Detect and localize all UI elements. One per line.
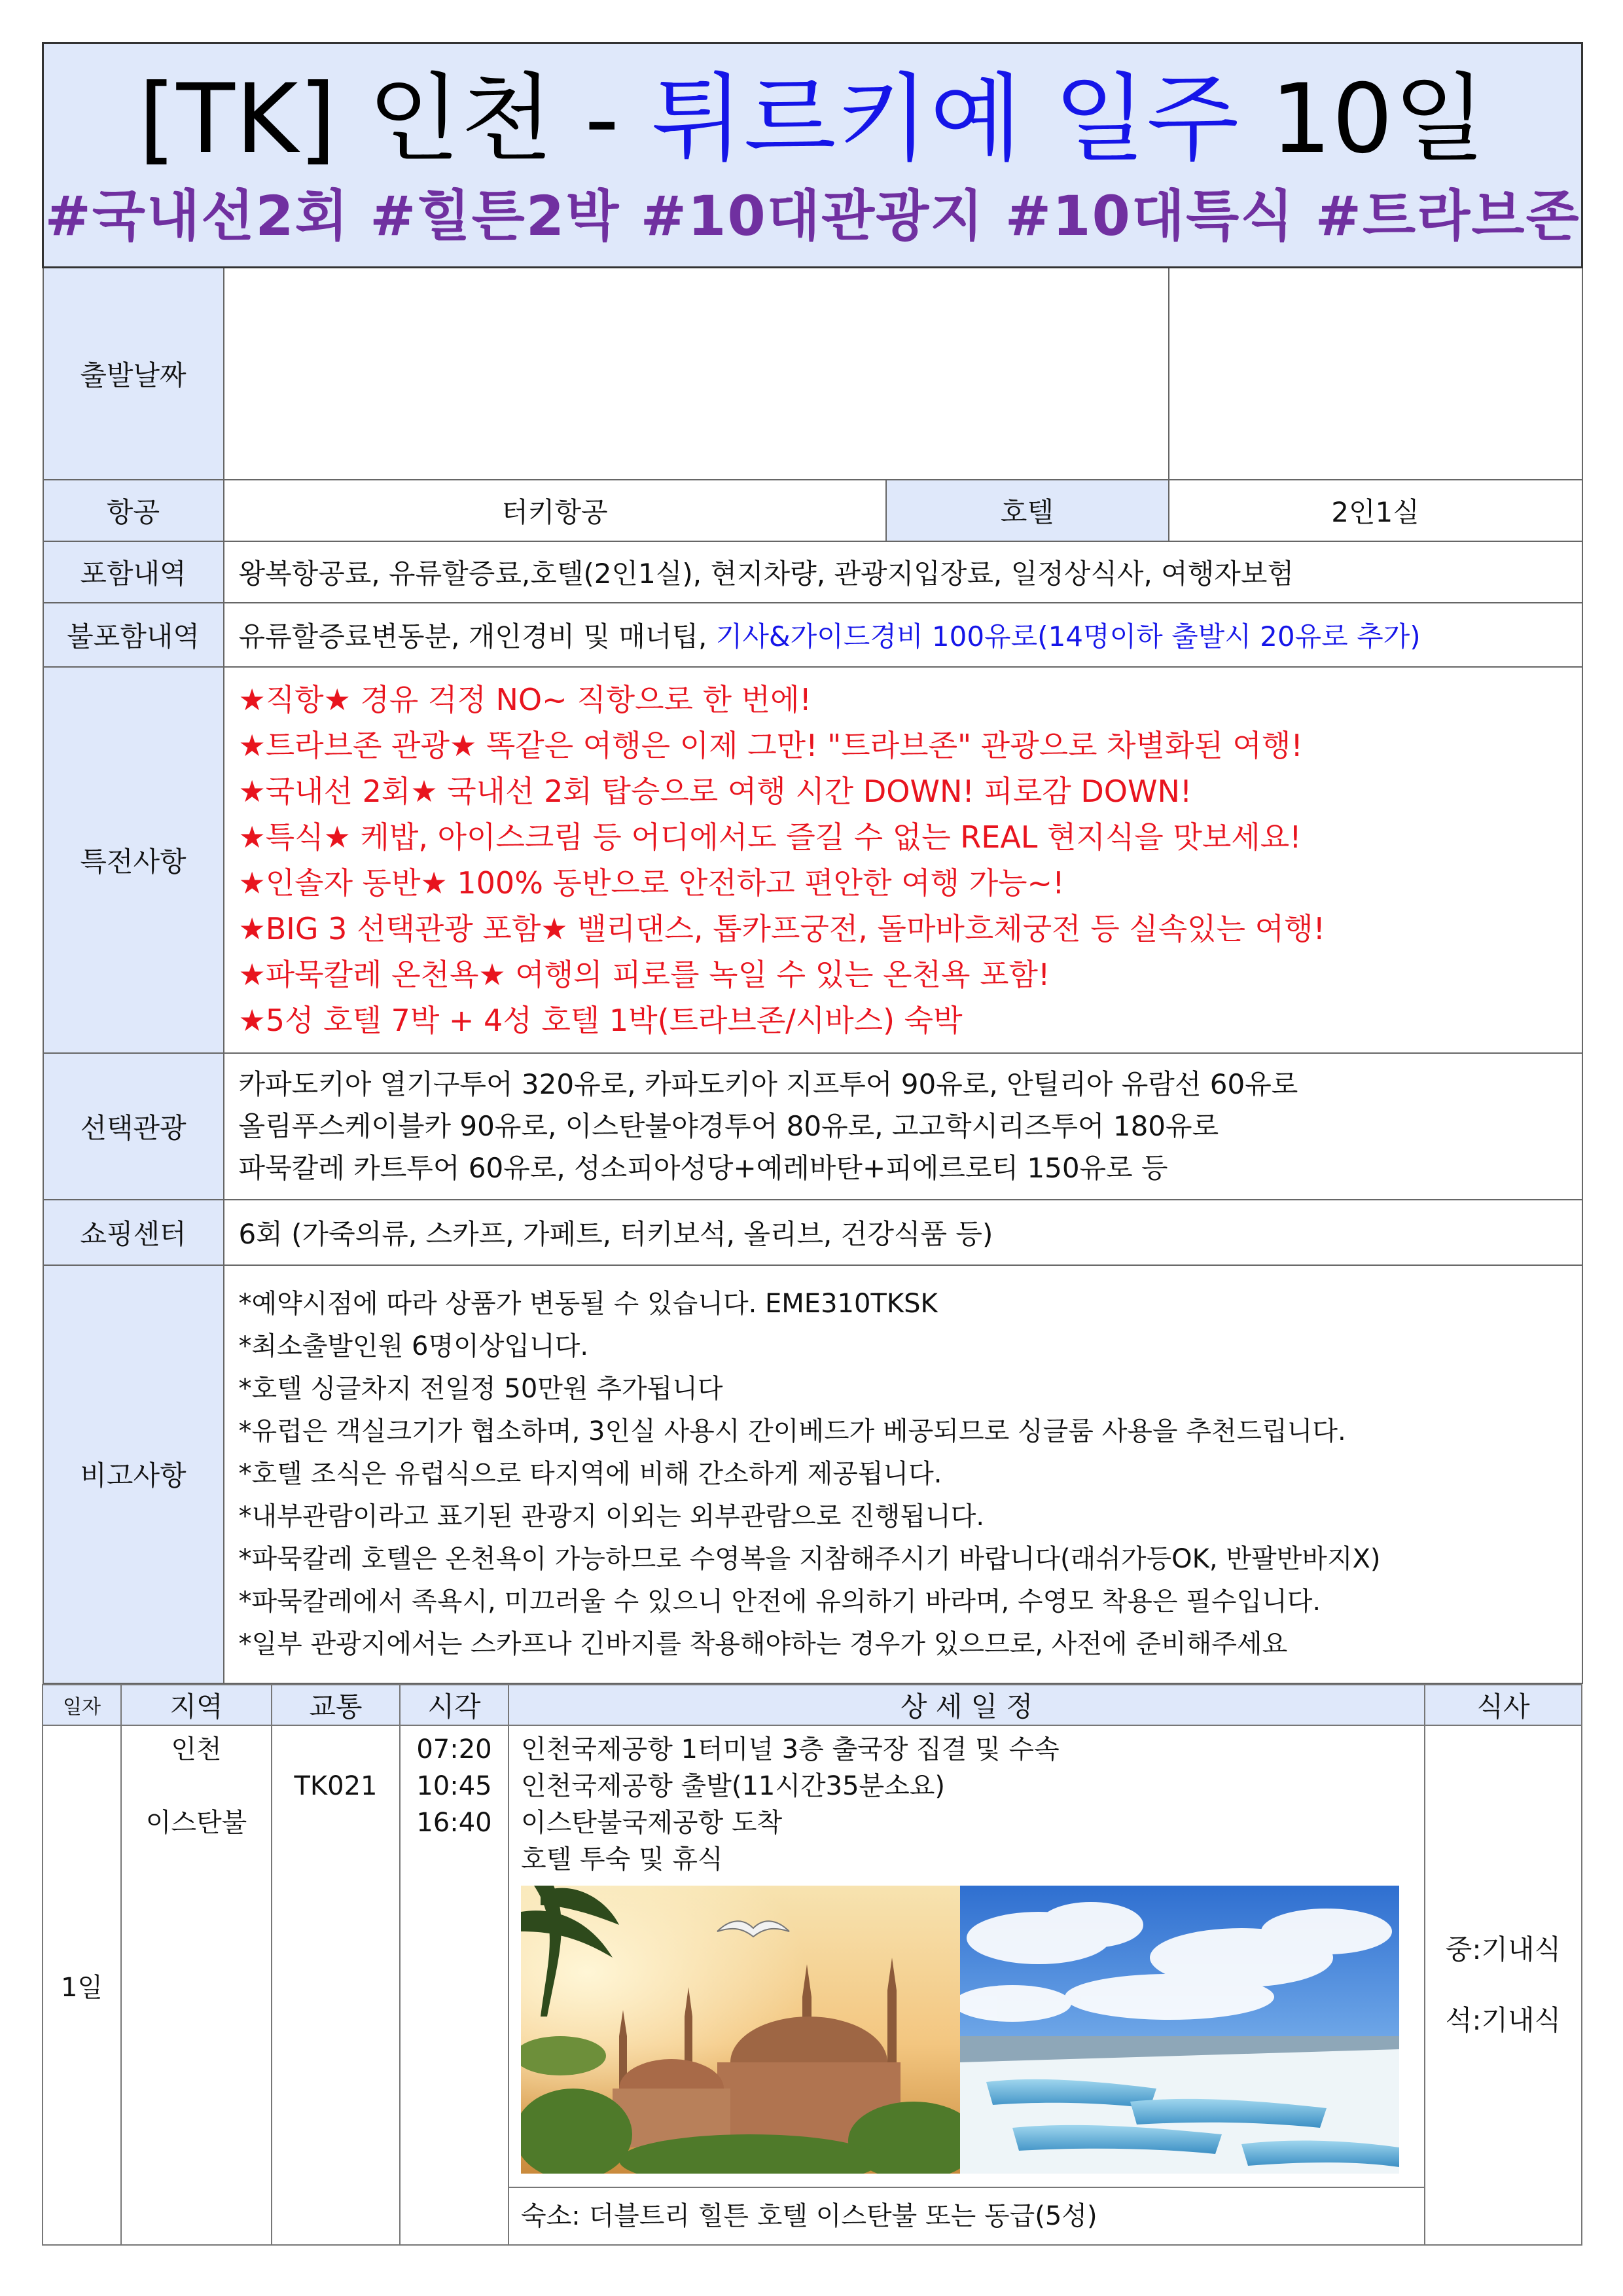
- note-item: *호텔 싱글차지 전일정 50만원 추가됩니다: [238, 1373, 723, 1404]
- info-table: [42, 42, 1583, 1684]
- detail-item: 호텔 투숙 및 휴식: [521, 1844, 723, 1874]
- options-list: [224, 1053, 1582, 1200]
- shopping-label: 쇼핑센터: [43, 1200, 224, 1265]
- included-value: 왕복항공료, 유류할증료,호텔(2인1실), 현지차량, 관광지입장료, 일정상식사, 여행자보험: [224, 541, 1582, 603]
- lunch-meal: 중:기내식: [1445, 1933, 1561, 1965]
- hotel-info: 숙소: 더블트리 힐튼 호텔 이스탄불 또는 동급(5성): [508, 2187, 1425, 2245]
- departure-extra-cell: [1169, 268, 1582, 480]
- time-item: 07:20: [416, 1734, 492, 1765]
- note-item: *파묵칼레에서 족욕시, 미끄러울 수 있으니 안전에 유의하기 바라며, 수영모 착용은 필수입니다.: [238, 1586, 1321, 1617]
- notes-list: [224, 1265, 1582, 1683]
- schedule-row-day1: [43, 1725, 1582, 2187]
- hotel-value: 2인1실: [1169, 480, 1582, 541]
- schedule-header-time: 시각: [400, 1685, 508, 1725]
- note-item: *예약시점에 따라 상품가 변동될 수 있습니다. EME310TKSK: [238, 1288, 938, 1319]
- options-label: 선택관광: [43, 1053, 224, 1200]
- note-item: *최소출발인원 6명이상입니다.: [238, 1331, 589, 1361]
- benefit-item: ★국내선 2회★ 국내선 2회 탑승으로 여행 시간 DOWN! 피로감 DOWN!: [238, 773, 1192, 809]
- excluded-cell: [224, 603, 1582, 667]
- title-suffix: 10일: [1240, 63, 1487, 175]
- excluded-label: 불포함내역: [43, 603, 224, 667]
- notes-label: 비고사항: [43, 1265, 224, 1683]
- day-number: 1일: [43, 1725, 121, 2245]
- option-item: 올림푸스케이블카 90유로, 이스탄불야경투어 80유로, 고고학시리즈투어 180유로: [238, 1109, 1219, 1142]
- benefit-item: ★트라브존 관광★ 똑같은 여행은 이제 그만! "트라브존" 관광으로 차별화된 여행!: [238, 727, 1303, 763]
- benefit-item: ★5성 호텔 7박 + 4성 호텔 1박(트라브존/시바스) 숙박: [238, 1002, 963, 1038]
- departure-label: 출발날짜: [43, 268, 224, 480]
- schedule-header-detail: 상 세 일 정: [508, 1685, 1425, 1725]
- benefits-label: 특전사항: [43, 667, 224, 1053]
- benefits-list: [224, 667, 1582, 1053]
- included-label: 포함내역: [43, 541, 224, 603]
- benefit-item: ★인솔자 동반★ 100% 동반으로 안전하고 편안한 여행 가능~!: [238, 865, 1065, 901]
- hotel-label: 호텔: [886, 480, 1169, 541]
- option-item: 카파도키아 열기구투어 320유로, 카파도키아 지프투어 90유로, 안틸리아 유람선 60유로: [238, 1067, 1298, 1100]
- title-prefix: [TK] 인천 -: [138, 63, 651, 175]
- note-item: *호텔 조식은 유럽식으로 타지역에 비해 간소하게 제공됩니다.: [238, 1458, 942, 1489]
- itinerary-document: [42, 42, 1581, 2246]
- schedule-header-region: 지역: [121, 1685, 272, 1725]
- schedule-table: [42, 1684, 1582, 2246]
- benefit-item: ★직항★ 경유 걱정 NO~ 직항으로 한 번에!: [238, 681, 812, 717]
- note-item: *유럽은 객실크기가 협소하며, 3인실 사용시 간이베드가 베공되므로 싱글룸 사용을 추천드립니다.: [238, 1416, 1346, 1446]
- hashtag-subtitle: #국내선2회 #힐튼2박 #10대관광지 #10대특식 #트라브존: [45, 184, 1580, 249]
- schedule-header-transport: 교통: [272, 1685, 400, 1725]
- schedule-header-day: 일자: [43, 1685, 121, 1725]
- detail-item: 인천국제공항 출발(11시간35분소요): [521, 1770, 946, 1801]
- day-meals: [1425, 1725, 1582, 2245]
- page-title: [44, 63, 1581, 175]
- day-times: [400, 1725, 508, 2245]
- day-details: [508, 1725, 1425, 2187]
- day-region: [121, 1725, 272, 2245]
- benefit-item: ★특식★ 케밥, 아이스크림 등 어디에서도 즐길 수 없는 REAL 현지식을 맛보세요!: [238, 819, 1302, 855]
- destination-photos: [521, 1886, 1399, 2174]
- note-item: *파묵칼레 호텔은 온천욕이 가능하므로 수영복을 지참해주시기 바랍니다(래쉬가등OK, 반팔반바지X): [238, 1543, 1381, 1574]
- note-item: *내부관람이라고 표기된 관광지 이외는 외부관람으로 진행됩니다.: [238, 1501, 985, 1532]
- guide-fee-note: 기사&가이드경비 100유로(14명이하 출발시 20유로 추가): [715, 620, 1421, 653]
- departure-dates-cell: [224, 268, 1169, 480]
- benefit-item: ★파묵칼레 온천욕★ 여행의 피로를 녹일 수 있는 온천욕 포함!: [238, 956, 1050, 992]
- excluded-value: 유류할증료변동분, 개인경비 및 매너팁,: [238, 620, 716, 653]
- airline-label: 항공: [43, 480, 224, 541]
- schedule-header-meals: 식사: [1425, 1685, 1582, 1725]
- flight-number: TK021: [294, 1770, 378, 1801]
- header-banner: [43, 43, 1582, 268]
- day-transport: [272, 1725, 400, 2245]
- airline-value: 터키항공: [224, 480, 886, 541]
- dinner-meal: 석:기내식: [1445, 2003, 1561, 2036]
- time-item: 10:45: [416, 1770, 492, 1801]
- option-item: 파묵칼레 카트투어 60유로, 성소피아성당+예레바탄+피에르로티 150유로 등: [238, 1151, 1168, 1184]
- detail-item: 이스탄불국제공항 도착: [521, 1807, 783, 1838]
- region-origin: 인천: [171, 1734, 222, 1765]
- pamukkale-photo: [960, 1886, 1399, 2174]
- detail-item: 인천국제공항 1터미널 3층 출국장 집결 및 수속: [521, 1734, 1060, 1765]
- note-item: *일부 관광지에서는 스카프나 긴바지를 착용해야하는 경우가 있으므로, 사전에 준비해주세요: [238, 1628, 1288, 1659]
- shopping-value: 6회 (가죽의류, 스카프, 가페트, 터키보석, 올리브, 건강식품 등): [224, 1200, 1582, 1265]
- benefit-item: ★BIG 3 선택관광 포함★ 밸리댄스, 톱카프궁전, 돌마바흐체궁전 등 실속있는 여행!: [238, 910, 1325, 946]
- title-highlight: 튀르키예 일주: [651, 63, 1240, 175]
- hagia-sophia-photo: [521, 1886, 960, 2174]
- time-item: 16:40: [416, 1807, 492, 1838]
- region-destination: 이스탄불: [145, 1807, 247, 1838]
